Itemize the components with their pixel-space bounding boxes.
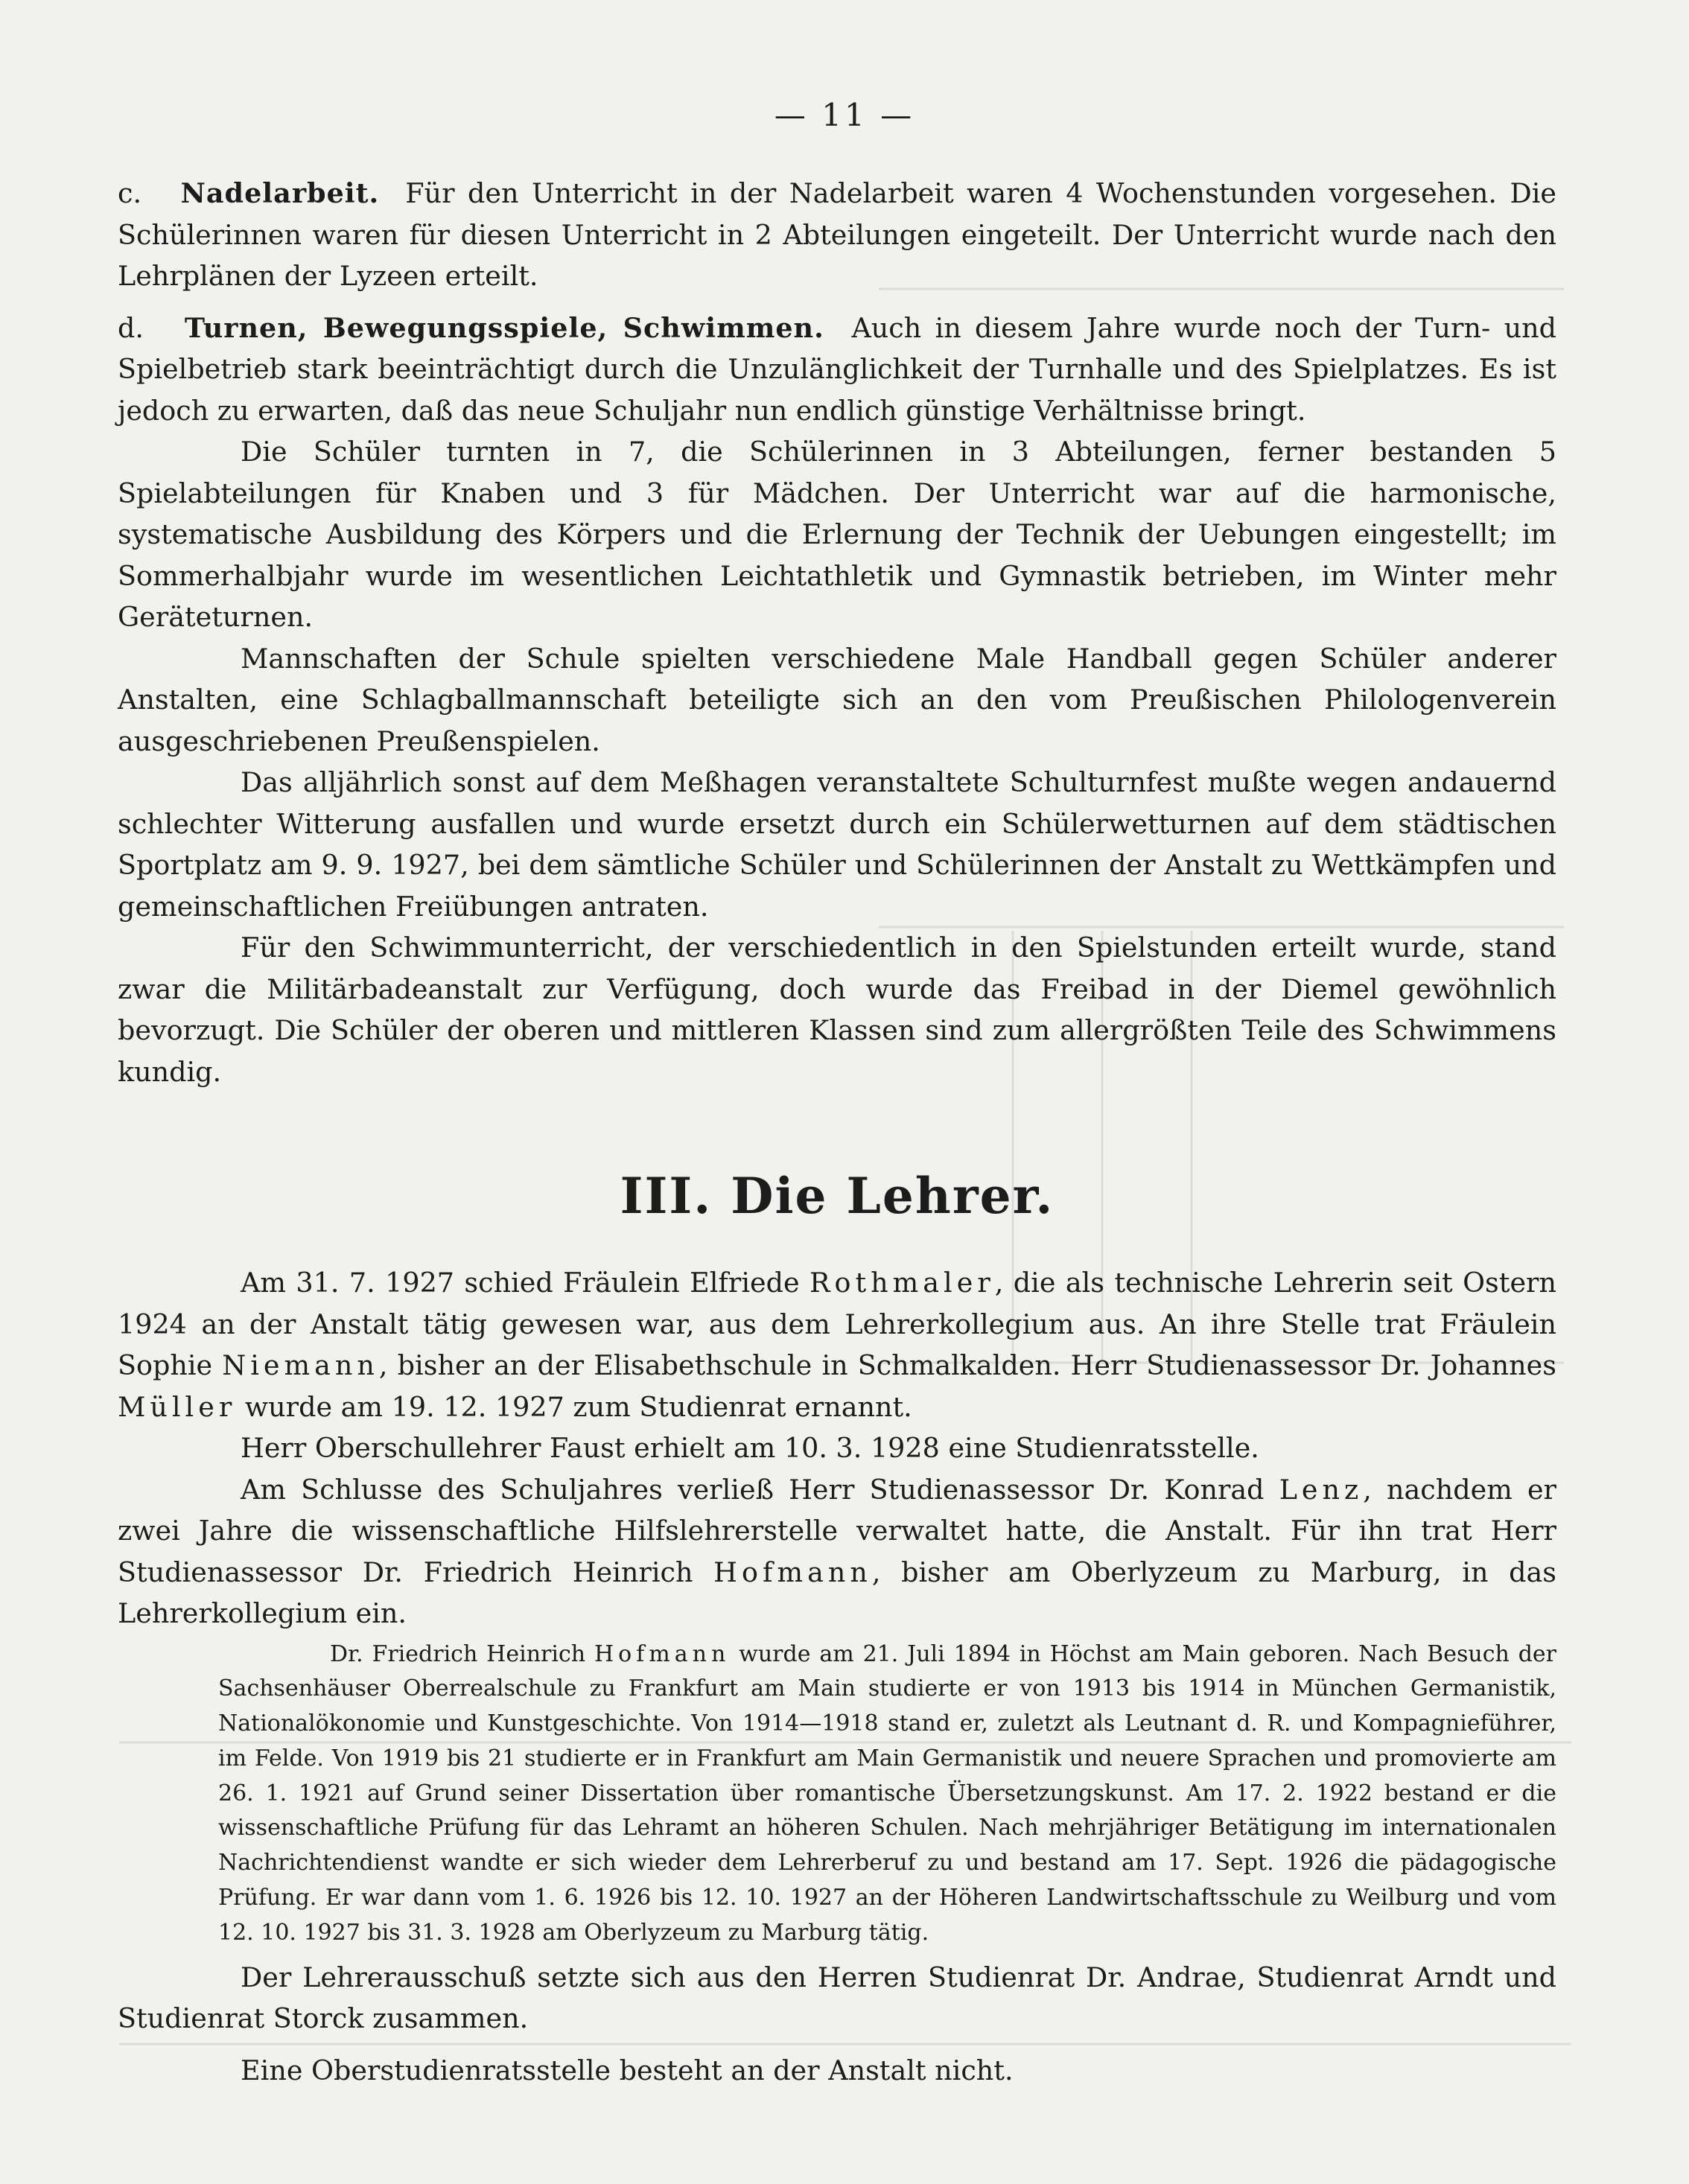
person-name: Hofmann — [713, 1556, 872, 1588]
person-name: Rothmaler — [809, 1267, 995, 1299]
person-name: Hofmann — [594, 1640, 731, 1667]
section-c-text: Für den Unterricht in der Nadelarbeit waren 4 Wochenstunden vorgesehen. Die Schülerinnen waren für diesen Unterricht in 2 Abteilungen eingeteilt. Der Unterricht wurde nach den Lehrplänen der Lyzeen erteilt. — [118, 177, 1556, 292]
teacher-paragraph-3 — [118, 1469, 1556, 1634]
text-run: , die als technische Lehrerin seit Ostern 1924 an der Anstalt tätig gewesen war, aus dem Lehrerkollegium aus. An ihre Stelle trat Fräulein Sophie — [118, 1267, 1556, 1381]
teacher-paragraph-2: Herr Oberschullehrer Faust erhielt am 10. 3. 1928 eine Studienratsstelle. — [241, 1432, 1259, 1464]
section-heading: III. Die Lehrer. — [620, 1167, 1055, 1225]
page-number: — 11 — — [774, 97, 915, 133]
section-d-text: Auch in diesem Jahre wurde noch der Turn- und Spielbetrieb stark beeinträchtigt durch die Unzulänglichkeit der Turnhalle und des Spielplatzes. Es ist jedoch zu erwarten, daß das neue Schuljahr nun endlich günstige Verhältnisse bringt. — [118, 311, 1556, 427]
teacher-paragraph-4: Der Lehrerausschuß setzte sich aus den Herren Studienrat Dr. Andrae, Studienrat Arndt und Studienrat Storck zusammen. — [118, 1961, 1556, 2035]
biography-text — [218, 1637, 1556, 1951]
gym-paragraph-1: Die Schüler turnten in 7, die Schülerinnen in 3 Abteilungen, ferner bestanden 5 Spielabteilungen für Knaben und 3 für Mädchen. Der Unterricht war auf die harmonische, systematische Ausbildung des Körpers und die Erlernung der Technik der Uebungen eingestellt; im Sommerhalbjahr wurde im wesentlichen Leichtathletik und Gymnastik betrieben, im Winter mehr Geräteturnen. — [118, 436, 1556, 633]
text-run: Am 31. 7. 1927 schied Fräulein Elfriede — [241, 1267, 810, 1299]
text-run: , bisher am Oberlyzeum zu Marburg, in das Lehrerkollegium ein. — [118, 1556, 1556, 1629]
text-run: wurde am 21. Juli 1894 in Höchst am Main geboren. Nach Besuch der Sachsenhäuser Oberrealschule zu Frankfurt am Main studierte er von 1913 bis 1914 in München Germanistik, Nationalökonomie und Kunstgeschichte. Von 1914—1918 stand er, zuletzt als Leutnant d. R. und Kompagnieführer, im Felde. Von 1919 bis 21 studierte er in Frankfurt am Main Germanistik und neuere Sprachen und promovierte am 26. 1. 1921 auf Grund seiner Dissertation über romantische Übersetzungskunst. Am 17. 2. 1922 bestand er die wissenschaftliche Prüfung für das Lehramt an höheren Schulen. Nach mehrjähriger Betätigung im internationalen Nachrichtendienst wandte er sich wieder dem Lehrerberuf zu und bestand am 17. Sept. 1926 die pädagogische Prüfung. Er war dann vom 1. 6. 1926 bis 12. 10. 1927 an der Höheren Landwirtschaftsschule zu Weilburg und vom 12. 10. 1927 bis 31. 3. 1928 am Oberlyzeum zu Marburg tätig. — [218, 1640, 1556, 1946]
text-run: Am Schlusse des Schuljahres verließ Herr Studienassessor Dr. Konrad — [241, 1473, 1279, 1506]
person-name: Lenz — [1279, 1473, 1364, 1506]
section-d-label: d. — [118, 311, 144, 344]
gym-paragraph-4: Für den Schwimmunterricht, der verschiedentlich in den Spielstunden erteilt wurde, stand zwar die Militärbadeanstalt zur Verfügung, doch wurde das Freibad in der Diemel gewöhnlich bevorzugt. Die Schüler der oberen und mittleren Klassen sind zum allergrößten Teile des Schwimmens kundig. — [118, 932, 1556, 1088]
text-run: wurde am 19. 12. 1927 zum Studienrat ernannt. — [236, 1390, 912, 1423]
biography-block — [218, 1637, 1556, 1951]
person-name: Müller — [118, 1390, 237, 1423]
section-d-paragraph — [118, 308, 1556, 432]
gym-paragraph-2: Mannschaften der Schule spielten verschiedene Male Handball gegen Schüler anderer Anstalten, eine Schlagballmannschaft beteiligte sich an den vom Preußischen Philologenverein ausgeschriebenen Preußenspielen. — [118, 642, 1556, 757]
section-d-title: Turnen, Bewegungsspiele, Schwimmen. — [184, 311, 824, 344]
section-c-paragraph — [118, 173, 1556, 297]
teacher-paragraph-1 — [118, 1262, 1556, 1427]
gym-paragraph-3: Das alljährlich sonst auf dem Meßhagen veranstaltete Schulturnfest mußte wegen andauernd schlechter Witterung ausfallen und wurde ersetzt durch ein Schülerwetturnen auf dem städtischen Sportplatz am 9. 9. 1927, bei dem sämtliche Schüler und Schülerinnen der Anstalt zu Wettkämpfen und gemeinschaftlichen Freiübungen antraten. — [118, 766, 1556, 923]
text-run: , bisher an der Elisabethschule in Schmalkalden. Herr Studienassessor Dr. Johannes — [378, 1349, 1556, 1381]
person-name: Niemann — [222, 1349, 379, 1381]
teacher-paragraph-5: Eine Oberstudienratsstelle besteht an der Anstalt nicht. — [241, 2054, 1014, 2086]
text-run: , nachdem er zwei Jahre die wissenschaftliche Hilfslehrerstelle verwaltet hatte, die Anstalt. Für ihn trat Herr Studienassessor Dr. Friedrich Heinrich — [118, 1473, 1557, 1588]
section-c-title: Nadelarbeit. — [180, 177, 380, 209]
main-text — [118, 173, 1556, 2091]
section-c-label: c. — [118, 177, 142, 209]
text-run: Dr. Friedrich Heinrich — [330, 1640, 594, 1667]
